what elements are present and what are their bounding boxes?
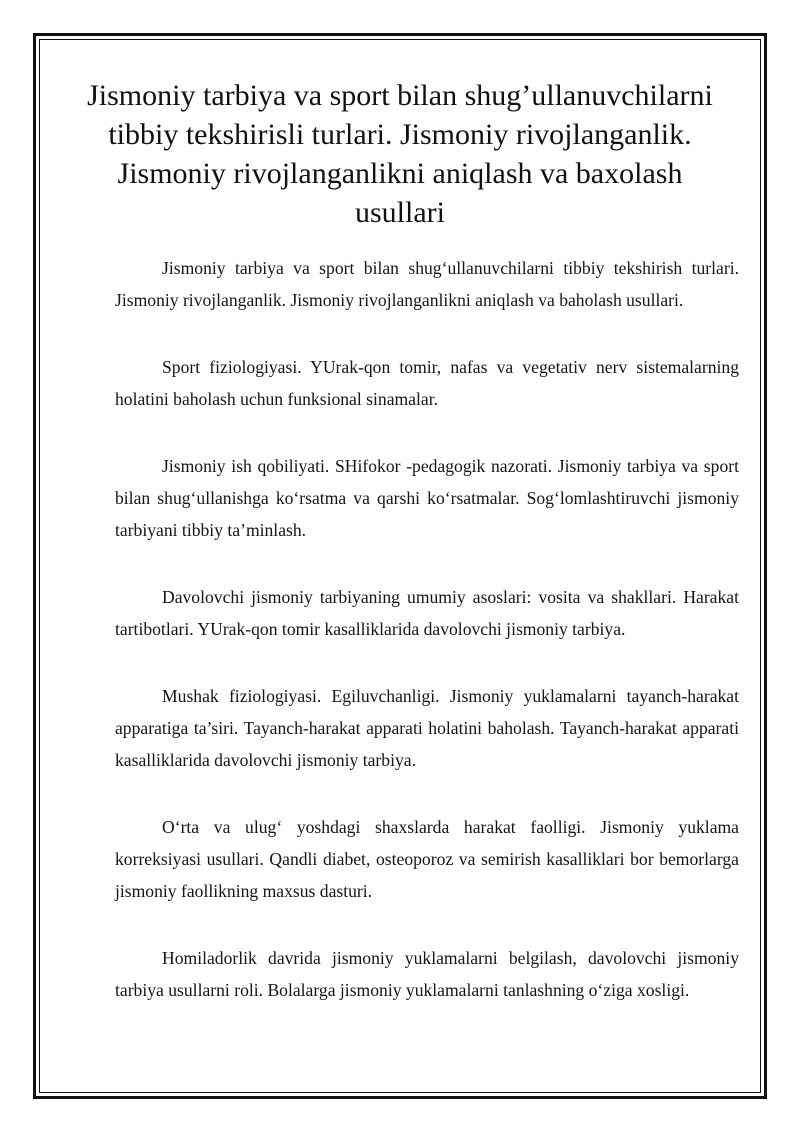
document-title: Jismoniy tarbiya va sport bilan shug’ullanuvchilarni tibbiy tekshirisli turlari. Jismoniy rivojlanganlik. Jismoniy rivojlanganlikni aniqlash va baxolash usullari (87, 79, 713, 229)
document-body (115, 252, 739, 1041)
paragraph-4: Davolovchi jismoniy tarbiyaning umumiy asoslari: vosita va shakllari. Harakat tartibotlari. YUrak-qon tomir kasalliklarida davolovchi jismoniy tarbiya. (115, 587, 739, 639)
paragraph-2: Sport fiziologiyasi. YUrak-qon tomir, nafas va vegetativ nerv sistemalarning holatini baholash uchun funksional sinamalar. (115, 357, 739, 409)
paragraph-3: Jismoniy ish qobiliyati. SHifokor -pedagogik nazorati. Jismoniy tarbiya va sport bilan shug‘ullanishga ko‘rsatma va qarshi ko‘rsatmalar. Sog‘lomlashtiruvchi jismoniy tarbiyani tibbiy ta’minlash. (115, 456, 739, 540)
paragraph-7: Homiladorlik davrida jismoniy yuklamalarni belgilash, davolovchi jismoniy tarbiya usullarni roli. Bolalarga jismoniy yuklamalarni tanlashning o‘ziga xosligi. (115, 948, 739, 1000)
paragraph-1: Jismoniy tarbiya va sport bilan shug‘ullanuvchilarni tibbiy tekshirish turlari. Jismoniy rivojlanganlik. Jismoniy rivojlanganlikni aniqlash va baholash usullari. (115, 258, 739, 310)
paragraph-6: O‘rta va ulug‘ yoshdagi shaxslarda harakat faolligi. Jismoniy yuklama korreksiyasi usullari. Qandli diabet, osteoporoz va semirish kasalliklari bor bemorlarga jismoniy faollikning maxsus dasturi. (115, 817, 739, 901)
paragraph-5: Mushak fiziologiyasi. Egiluvchanligi. Jismoniy yuklamalarni tayanch-harakat apparatiga ta’siri. Tayanch-harakat apparati holatini baholash. Tayanch-harakat apparati kasalliklarida davolovchi jismoniy tarbiya. (115, 686, 739, 770)
